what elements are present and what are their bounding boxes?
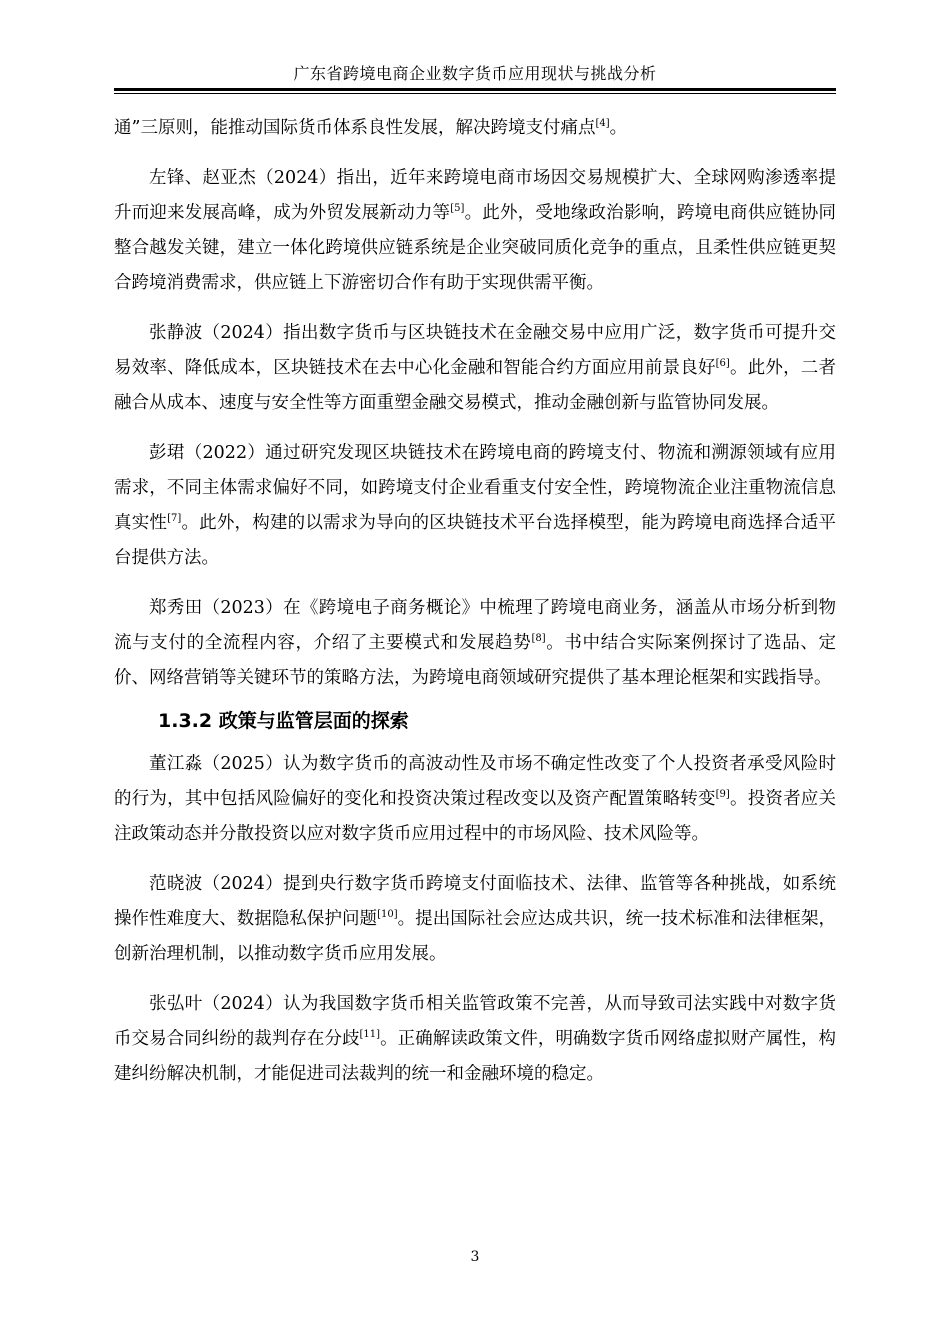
paragraph-text: 郑秀田（2023）在《跨境电子商务概论》中梳理了跨境电商业务，涵盖从市场分析到物流与支付的全流程内容，介绍了主要模式和发展趋势 bbox=[114, 598, 836, 653]
paragraph-text: 。书中结合实际案例探讨了选品、定价、网络营销等关键环节的策略方法，为跨境电商领域研究提供了基本理论框架和实践指导。 bbox=[114, 633, 836, 688]
paragraph-text: 。投资者应关注政策动态并分散投资以应对数字货币应用过程中的市场风险、技术风险等。 bbox=[114, 789, 837, 844]
paragraph-text: 。提出国际社会应达成共识，统一技术标准和法律框架，创新治理机制，以推动数字货币应用发展。 bbox=[114, 909, 837, 964]
paragraph-text: 。此外，受地缘政治影响，跨境电商供应链协同整合越发关键，建立一体化跨境供应链系统是企业突破同质化竞争的重点，且柔性供应链更契合跨境消费需求，供应链上下游密切合作有助于实现供需平衡。 bbox=[114, 203, 836, 293]
citation-ref: [8] bbox=[531, 633, 546, 644]
paragraph-text: 彭珺（2022）通过研究发现区块链技术在跨境电商的跨境支付、物流和溯源领域有应用需求，不同主体需求偏好不同，如跨境支付企业看重支付安全性，跨境物流企业注重物流信息真实性 bbox=[114, 443, 836, 533]
paragraph-text: 。正确解读政策文件，明确数字货币网络虚拟财产属性，构建纠纷解决机制，才能促进司法裁判的统一和金融环境的稳定。 bbox=[114, 1029, 836, 1084]
paragraph-text: 。此外，二者融合从成本、速度与安全性等方面重塑金融交易模式，推动金融创新与监管协同发展。 bbox=[114, 358, 837, 413]
page-number: 3 bbox=[470, 1249, 480, 1265]
header-rule-thin bbox=[114, 93, 836, 94]
citation-ref: [7] bbox=[167, 513, 182, 524]
paragraph-text: 董江淼（2025）认为数字货币的高波动性及市场不确定性改变了个人投资者承受风险时的行为，其中包括风险偏好的变化和投资决策过程改变以及资产配置策略转变 bbox=[114, 754, 836, 809]
citation-ref: [6] bbox=[715, 358, 730, 369]
paragraph bbox=[114, 436, 836, 576]
citation-ref: [4] bbox=[595, 118, 610, 129]
citation-ref: [10] bbox=[377, 909, 398, 920]
paragraph bbox=[114, 316, 836, 421]
paragraph-text: 张弘叶（2024）认为我国数字货币相关监管政策不完善，从而导致司法实践中对数字货币交易合同纠纷的裁判存在分歧 bbox=[114, 994, 836, 1049]
section-heading: 1.3.2 政策与监管层面的探索 bbox=[158, 710, 409, 732]
paragraph-text: 。此外，构建的以需求为导向的区块链技术平台选择模型，能为跨境电商选择合适平台提供方法。 bbox=[114, 513, 837, 568]
paragraph bbox=[114, 747, 836, 852]
paragraph bbox=[114, 987, 836, 1092]
citation-ref: [11] bbox=[359, 1029, 381, 1040]
paragraph-text: 左锋、赵亚杰（2024）指出，近年来跨境电商市场因交易规模扩大、全球网购渗透率提升而迎来发展高峰，成为外贸发展新动力等 bbox=[114, 168, 836, 223]
paragraph-text: 范晓波（2024）提到央行数字货币跨境支付面临技术、法律、监管等各种挑战，如系统操作性难度大、数据隐私保护问题 bbox=[114, 874, 836, 929]
paragraph-text: 通”三原则，能推动国际货币体系良性发展，解决跨境支付痛点 bbox=[114, 118, 596, 138]
document-body bbox=[114, 111, 836, 1107]
running-header-title: 广东省跨境电商企业数字货币应用现状与挑战分析 bbox=[293, 64, 657, 83]
citation-ref: [9] bbox=[715, 789, 730, 800]
header-rule-thick bbox=[114, 88, 836, 91]
paragraph bbox=[114, 591, 836, 696]
paragraph-continuation bbox=[114, 111, 836, 146]
paragraph-text: 张静波（2024）指出数字货币与区块链技术在金融交易中应用广泛，数字货币可提升交易效率、降低成本，区块链技术在去中心化金融和智能合约方面应用前景良好 bbox=[114, 323, 836, 378]
citation-ref: [5] bbox=[450, 203, 465, 214]
paragraph-text: 。 bbox=[609, 118, 628, 138]
paragraph bbox=[114, 867, 836, 972]
paragraph bbox=[114, 161, 836, 301]
